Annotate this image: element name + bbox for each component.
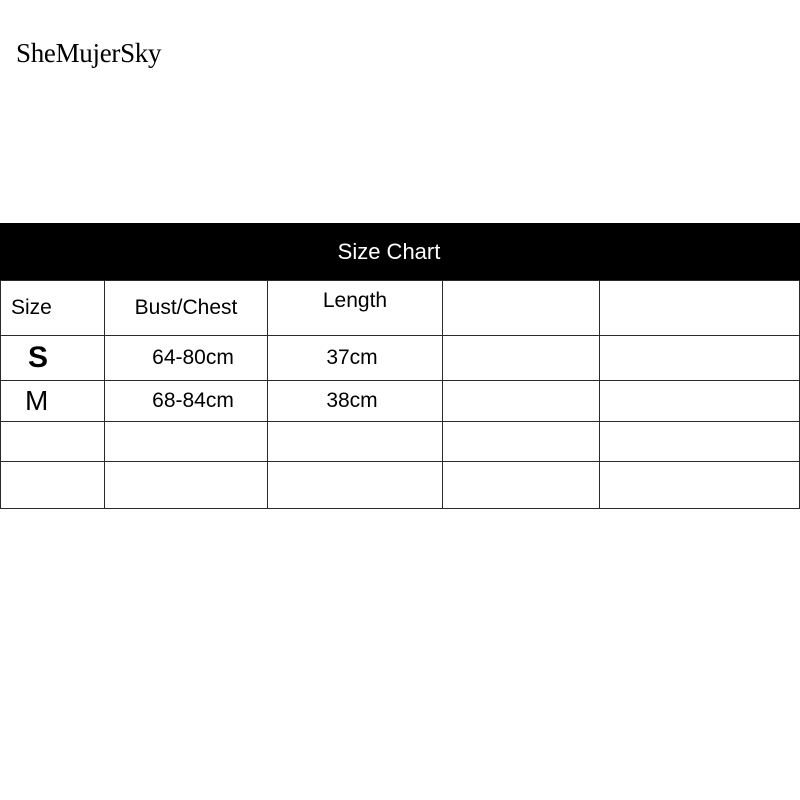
column-header-length: Length [268,281,443,336]
empty-cell [443,336,600,381]
size-cell: M [1,381,105,422]
table-row [1,422,800,462]
column-header-bust-chest: Bust/Chest [105,281,268,336]
empty-cell [1,462,105,509]
empty-cell [443,462,600,509]
table-row [1,336,800,381]
empty-cell [443,422,600,462]
empty-cell [268,422,443,462]
table-header-row [1,281,800,336]
empty-cell [600,381,800,422]
empty-cell [105,462,268,509]
empty-cell [600,462,800,509]
length-cell: 37cm [268,336,443,381]
empty-cell [600,336,800,381]
size-chart-table [0,280,800,509]
table-row [1,462,800,509]
column-header-size: Size [1,281,105,336]
length-cell: 38cm [268,381,443,422]
column-header-empty-4 [443,281,600,336]
bust-chest-cell: 68-84cm [105,381,268,422]
size-chart-title-bar [0,223,800,280]
size-cell: S [1,336,105,381]
empty-cell [268,462,443,509]
bust-chest-cell: 64-80cm [105,336,268,381]
column-header-empty-5 [600,281,800,336]
brand-logo-text: SheMujerSky [16,38,162,68]
empty-cell [105,422,268,462]
size-chart-title: Size Chart [337,238,441,264]
empty-cell [600,422,800,462]
empty-cell [443,381,600,422]
empty-cell [1,422,105,462]
table-row [1,381,800,422]
